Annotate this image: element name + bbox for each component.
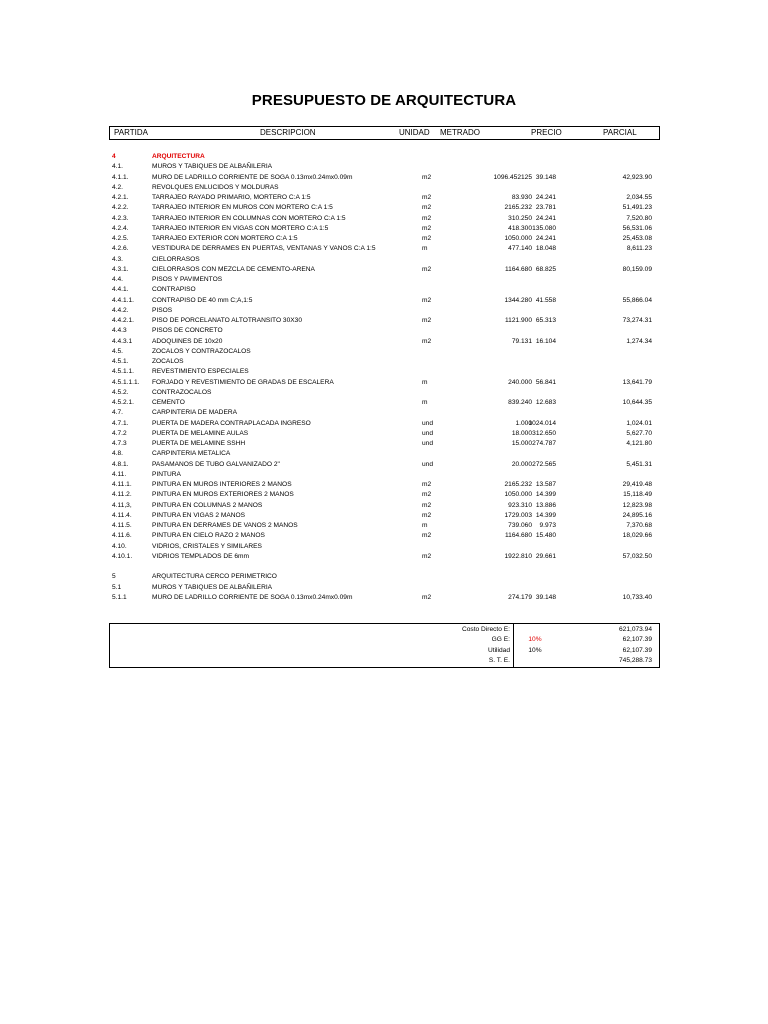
cell-partida: 4.5.1. (112, 358, 129, 365)
header-unidad: UNIDAD (399, 128, 430, 137)
cell-metrado: 739.060 (508, 522, 532, 529)
cell-parcial: 73,274.31 (622, 317, 652, 324)
cell-parcial: 18,029.66 (622, 532, 652, 540)
cell-parcial: 8,611.23 (626, 245, 652, 253)
cell-parcial: 12,823.98 (622, 501, 652, 509)
cell-descripcion: TARRAJEO INTERIOR EN COLUMNAS CON MORTERO C:A 1:5 (152, 214, 346, 222)
header-parcial: PARCIAL (603, 128, 637, 137)
cell-metrado: 1050.000 (504, 491, 532, 499)
cell-parcial: 29,419.48 (622, 481, 652, 488)
cell-partida: 4.2.5. (112, 235, 129, 242)
cell-precio: 13.886 (535, 501, 556, 509)
cell-precio: 1024.014 (528, 419, 556, 427)
cell-partida: 4.7. (112, 409, 123, 417)
cell-metrado: 1.000 (515, 419, 532, 427)
budget-table-body (0, 152, 768, 603)
header-metrado: METRADO (440, 128, 480, 137)
cell-partida: 4.4.1. (112, 286, 129, 294)
cell-descripcion: CONTRAPISO DE 40 mm C;A,1:5 (152, 296, 253, 304)
cell-precio: 12.683 (535, 399, 556, 406)
table-row (0, 388, 768, 398)
cell-precio: 272.565 (532, 460, 556, 468)
cell-unidad: und (422, 460, 434, 468)
table-row (0, 583, 768, 593)
table-row (0, 542, 768, 552)
cell-partida: 4.5.1.1.1. (112, 378, 140, 386)
cell-unidad: und (422, 419, 434, 427)
cell-unidad: m2 (422, 214, 432, 222)
cell-descripcion: ARQUITECTURA CERCO PERIMETRICO (152, 573, 277, 581)
cell-partida: 4.7.2 (112, 429, 127, 437)
cell-unidad: m2 (422, 337, 432, 345)
table-row (0, 306, 768, 316)
cell-partida: 4.11.6. (112, 532, 132, 540)
table-row (0, 511, 768, 521)
cell-unidad: m2 (422, 481, 432, 488)
cell-descripcion: ADOQUINES DE 10x20 (152, 337, 223, 345)
cell-descripcion: PUERTA DE MELAMINE AULAS (152, 429, 249, 437)
cell-precio: 9.973 (539, 522, 556, 529)
cell-precio: 23.781 (535, 204, 556, 212)
summary-label: S. T. E. (488, 656, 510, 664)
cell-partida: 4.11. (112, 470, 127, 478)
cell-parcial: 13,641.79 (622, 378, 652, 386)
cell-metrado: 1344.280 (504, 296, 532, 304)
cell-unidad: m2 (422, 265, 432, 273)
cell-descripcion: PINTURA EN COLUMNAS 2 MANOS (152, 501, 263, 509)
cell-metrado: 79.131 (511, 337, 532, 345)
page-title: PRESUPUESTO DE ARQUITECTURA (251, 92, 517, 109)
cell-partida: 4.4.3.1 (112, 337, 133, 345)
cell-partida: 4.2.4. (112, 224, 129, 232)
cell-precio: 68.825 (535, 265, 556, 273)
cell-metrado: 1096.452125 (493, 173, 532, 181)
cell-metrado: 83.930 (511, 194, 532, 201)
table-row (0, 265, 768, 275)
cell-parcial: 80,159.09 (622, 265, 652, 273)
cell-descripcion: PINTURA EN CIELO RAZO 2 MANOS (152, 532, 265, 540)
table-row (0, 275, 768, 285)
table-row (0, 439, 768, 449)
table-row (0, 193, 768, 203)
table-row (0, 480, 768, 490)
table-row (0, 378, 768, 388)
cell-metrado: 18.000 (511, 429, 532, 437)
table-row (0, 337, 768, 347)
header-partida: PARTIDA (114, 128, 148, 137)
cell-unidad: m (422, 378, 428, 386)
cell-precio: 24.241 (535, 235, 556, 242)
cell-unidad: m2 (422, 194, 432, 201)
cell-descripcion: ZOCALOS Y CONTRAZOCALOS (152, 347, 251, 355)
cell-parcial: 15,118.49 (623, 491, 652, 499)
table-row (0, 162, 768, 172)
cell-descripcion: PISOS (152, 306, 173, 314)
cell-partida: 4.10. (112, 542, 127, 550)
table-row (0, 234, 768, 244)
cell-metrado: 923.310 (508, 501, 532, 509)
cell-descripcion: PISOS Y PAVIMENTOS (152, 276, 223, 283)
cell-partida: 4.10.1. (112, 552, 133, 560)
cell-descripcion: FORJADO Y REVESTIMIENTO DE GRADAS DE ESCALERA (152, 378, 334, 386)
cell-descripcion: PINTURA EN DERRAMES DE VANOS 2 MANOS (152, 522, 298, 529)
cell-descripcion: CONTRAZOCALOS (152, 388, 212, 396)
table-row (0, 296, 768, 306)
cell-partida: 5.1.1 (112, 593, 127, 601)
cell-descripcion: ARQUITECTURA (152, 153, 205, 160)
cell-descripcion: REVESTIMIENTO ESPECIALES (152, 368, 249, 376)
cell-precio: 56.841 (535, 378, 556, 386)
blank-row (0, 562, 768, 572)
cell-parcial: 4,121.80 (626, 440, 652, 447)
cell-partida: 4 (112, 153, 116, 160)
cell-descripcion: MUROS Y TABIQUES DE ALBAÑILERIA (152, 163, 273, 171)
table-row (0, 255, 768, 265)
table-row (0, 203, 768, 213)
summary-label: Utilidad (488, 646, 510, 654)
cell-precio: 24.241 (535, 214, 556, 222)
cell-descripcion: CONTRAPISO (152, 286, 196, 294)
summary-value: 62,107.39 (622, 636, 652, 644)
cell-descripcion: PINTURA EN MUROS EXTERIORES 2 MANOS (152, 491, 294, 499)
table-row (0, 572, 768, 582)
table-row (0, 501, 768, 511)
cell-metrado: 839.240 (508, 399, 532, 406)
cell-partida: 4.11,3, (112, 501, 132, 509)
cell-metrado: 240.000 (508, 378, 532, 386)
cell-partida: 4.4.3 (112, 327, 127, 335)
cell-descripcion: CIELORRASOS CON MEZCLA DE CEMENTO-ARENA (152, 265, 315, 273)
summary-value: 621,073.94 (618, 626, 652, 633)
cell-unidad: m2 (422, 173, 432, 181)
cell-descripcion: CIELORRASOS (152, 255, 200, 263)
summary-percent: 10% (528, 636, 542, 644)
cell-precio: 39.148 (535, 173, 556, 181)
table-row (0, 521, 768, 531)
cell-precio: 135.080 (532, 224, 556, 232)
table-header (109, 126, 660, 140)
cell-partida: 4.1.1. (112, 173, 129, 181)
cell-parcial: 2,034.55 (626, 194, 652, 201)
cell-unidad: m2 (422, 593, 432, 601)
table-row (0, 173, 768, 183)
summary-label: Costo Directo E: (461, 626, 510, 633)
cell-precio: 24.241 (535, 194, 556, 201)
cell-unidad: m2 (422, 501, 432, 509)
cell-precio: 29.661 (535, 552, 556, 560)
cell-metrado: 310.250 (508, 214, 532, 222)
cell-parcial: 5,627.70 (626, 429, 652, 437)
cell-precio: 41.558 (535, 296, 556, 304)
cell-precio: 39.148 (535, 593, 556, 601)
cell-partida: 4.11.4. (112, 511, 132, 519)
cell-parcial: 55,866.04 (622, 296, 652, 304)
summary-label: GG E: (491, 636, 510, 644)
cell-metrado: 1729.003 (504, 511, 532, 519)
cell-precio: 16.104 (535, 337, 556, 345)
cell-descripcion: MURO DE LADRILLO CORRIENTE DE SOGA 0.13mx0.24mx0.09m (152, 593, 353, 601)
cell-unidad: m2 (422, 224, 432, 232)
cell-metrado: 418.300 (508, 224, 532, 232)
cell-descripcion: CEMENTO (152, 399, 185, 406)
cell-unidad: m2 (422, 296, 432, 304)
cell-partida: 4.3.1. (112, 265, 129, 273)
cell-metrado: 2165.232 (504, 481, 532, 488)
table-row (0, 183, 768, 193)
cell-partida: 4.2. (112, 183, 123, 191)
table-row (0, 214, 768, 224)
header-precio: PRECIO (531, 128, 562, 137)
cell-unidad: und (422, 429, 434, 437)
cell-partida: 4.7.3 (112, 440, 127, 447)
cell-descripcion: TARRAJEO INTERIOR EN VIGAS CON MORTERO C:A 1:5 (152, 224, 329, 232)
cell-descripcion: PISO DE PORCELANATO ALTOTRANSITO 30X30 (152, 317, 302, 324)
cell-precio: 14.399 (535, 511, 556, 519)
cell-precio: 312.650 (532, 429, 556, 437)
table-row (0, 490, 768, 500)
cell-metrado: 477.140 (508, 245, 532, 253)
summary-value: 745,288.73 (618, 656, 652, 664)
cell-parcial: 1,024.01 (626, 419, 652, 427)
cell-parcial: 5,451.31 (626, 460, 652, 468)
summary-row (110, 635, 659, 645)
cell-descripcion: PINTURA EN MUROS INTERIORES 2 MANOS (152, 481, 292, 488)
cell-metrado: 1164.680 (504, 532, 532, 540)
cell-precio: 18.048 (535, 245, 556, 253)
cell-parcial: 24,895.16 (622, 511, 652, 519)
cell-parcial: 7,370.68 (626, 522, 652, 529)
cell-partida: 4.8.1. (112, 460, 129, 468)
cell-metrado: 20.000 (511, 460, 532, 468)
cell-metrado: 1050.000 (504, 235, 532, 242)
cell-unidad: und (422, 440, 434, 447)
summary-percent: 10% (528, 646, 542, 654)
cell-descripcion: TARRAJEO RAYADO PRIMARIO, MORTERO C:A 1:5 (152, 194, 311, 201)
cell-descripcion: CARPINTERIA DE MADERA (152, 409, 238, 417)
cell-unidad: m2 (422, 235, 432, 242)
cell-partida: 4.11.2. (112, 491, 132, 499)
cell-partida: 4.11.5. (112, 522, 132, 529)
cell-metrado: 1164.680 (504, 265, 532, 273)
cell-partida: 4.8. (112, 450, 123, 458)
cell-unidad: m2 (422, 317, 432, 324)
cell-descripcion: PUERTA DE MADERA CONTRAPLACADA INGRESO (152, 419, 311, 427)
cell-descripcion: CARPINTERIA METALICA (152, 450, 231, 458)
table-row (0, 285, 768, 295)
cell-partida: 4.5.1.1. (112, 368, 134, 376)
table-row (0, 398, 768, 408)
cell-descripcion: PINTURA EN VIGAS 2 MANOS (152, 511, 246, 519)
table-row (0, 347, 768, 357)
cell-partida: 4.4.2. (112, 306, 129, 314)
cell-precio: 274.787 (532, 440, 556, 447)
cell-descripcion: ZOCALOS (152, 358, 184, 365)
cell-unidad: m2 (422, 511, 432, 519)
cell-parcial: 57,032.50 (622, 552, 652, 560)
cell-partida: 4.11.1. (112, 481, 132, 488)
cell-metrado: 15.000 (511, 440, 532, 447)
cell-partida: 5 (112, 573, 116, 581)
cell-precio: 15.480 (535, 532, 556, 540)
table-row (0, 429, 768, 439)
table-row (0, 152, 768, 162)
cell-partida: 4.7.1. (112, 419, 129, 427)
cell-parcial: 25,453.08 (622, 235, 652, 242)
cell-descripcion: TARRAJEO INTERIOR EN MUROS CON MORTERO C:A 1:5 (152, 204, 333, 212)
header-descripcion: DESCRIPCION (260, 128, 316, 137)
table-row (0, 408, 768, 418)
summary-value: 62,107.39 (622, 646, 652, 654)
cell-descripcion: PASAMANOS DE TUBO GALVANIZADO 2" (152, 460, 280, 468)
cell-precio: 13.587 (535, 481, 556, 488)
summary-box (109, 623, 660, 668)
cell-descripcion: VIDRIOS, CRISTALES Y SIMILARES (152, 542, 262, 550)
cell-descripcion: VIDRIOS TEMPLADOS DE 6mm (152, 552, 249, 560)
cell-parcial: 42,923.90 (622, 173, 652, 181)
cell-metrado: 1922.810 (504, 552, 532, 560)
table-row (0, 357, 768, 367)
cell-parcial: 1,274.34 (626, 337, 652, 345)
table-row (0, 593, 768, 603)
cell-parcial: 7,520.80 (626, 214, 652, 222)
table-row (0, 244, 768, 254)
summary-row (110, 625, 659, 635)
cell-metrado: 1121.900 (504, 317, 532, 324)
cell-metrado: 274.179 (508, 593, 532, 601)
cell-partida: 4.2.6. (112, 245, 129, 253)
table-row (0, 470, 768, 480)
cell-parcial: 10,733.40 (622, 593, 652, 601)
cell-partida: 4.2.1. (112, 194, 129, 201)
cell-metrado: 2165.232 (504, 204, 532, 212)
cell-descripcion: PUERTA DE MELAMINE SSHH (152, 440, 246, 447)
cell-unidad: m2 (422, 552, 432, 560)
cell-unidad: m2 (422, 204, 432, 212)
cell-partida: 4.2.2. (112, 204, 129, 212)
table-row (0, 224, 768, 234)
table-row (0, 460, 768, 470)
cell-partida: 4.5.2.1. (112, 399, 134, 406)
cell-partida: 4.2.3. (112, 214, 129, 222)
cell-precio: 14.399 (535, 491, 556, 499)
summary-row (110, 656, 659, 666)
cell-descripcion: MUROS Y TABIQUES DE ALBAÑILERIA (152, 583, 273, 591)
table-row (0, 367, 768, 377)
cell-parcial: 51,491.23 (622, 204, 652, 212)
cell-descripcion: PISOS DE CONCRETO (152, 327, 223, 335)
cell-partida: 4.4.2.1. (112, 317, 134, 324)
cell-unidad: m (422, 522, 428, 529)
cell-partida: 4.3. (112, 255, 123, 263)
table-row (0, 316, 768, 326)
cell-descripcion: MURO DE LADRILLO CORRIENTE DE SOGA 0.13mx0.24mx0.09m (152, 173, 353, 181)
cell-descripcion: REVOLQUES ENLUCIDOS Y MOLDURAS (152, 183, 279, 191)
cell-unidad: m (422, 399, 428, 406)
table-row (0, 326, 768, 336)
cell-partida: 4.1. (112, 163, 123, 171)
table-row (0, 531, 768, 541)
cell-partida: 5.1 (112, 583, 122, 591)
cell-unidad: m (422, 245, 428, 253)
cell-unidad: m2 (422, 491, 432, 499)
cell-partida: 4.5.2. (112, 388, 129, 396)
cell-parcial: 10,644.35 (622, 399, 652, 406)
cell-precio: 65.313 (535, 317, 556, 324)
table-row (0, 419, 768, 429)
cell-unidad: m2 (422, 532, 432, 540)
cell-partida: 4.4.1.1. (112, 296, 134, 304)
cell-partida: 4.4. (112, 276, 123, 283)
table-row (0, 449, 768, 459)
cell-parcial: 56,531.06 (622, 224, 652, 232)
cell-descripcion: TARRAJEO EXTERIOR CON MORTERO C:A 1:5 (152, 235, 298, 242)
cell-descripcion: VESTIDURA DE DERRAMES EN PUERTAS, VENTANAS Y VANOS C:A 1:5 (152, 245, 376, 253)
cell-partida: 4.5. (112, 347, 123, 355)
summary-row (110, 646, 659, 656)
table-row (0, 552, 768, 562)
cell-descripcion: PINTURA (152, 470, 181, 478)
